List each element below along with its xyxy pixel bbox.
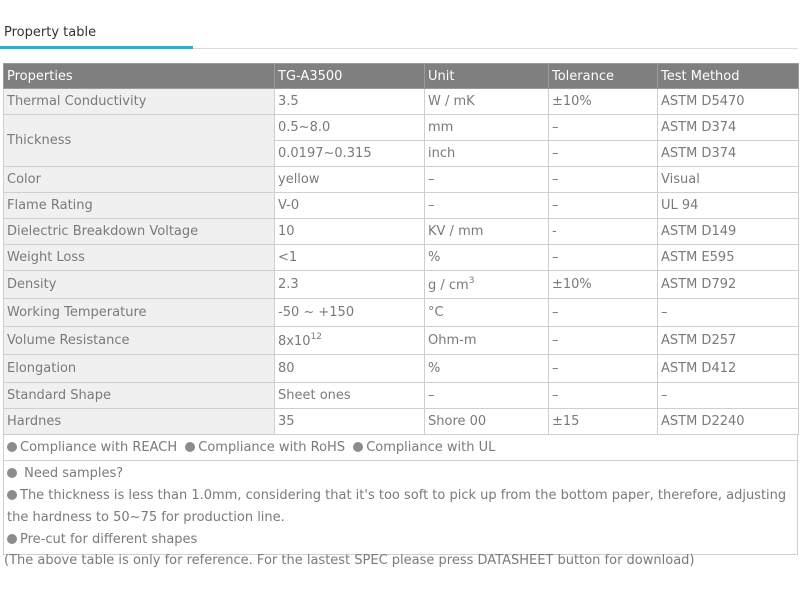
table-row [4, 89, 799, 115]
table-row [4, 355, 799, 383]
property-name: Dielectric Breakdown Voltage [4, 219, 275, 245]
compliance-rohs [185, 435, 345, 460]
unit-exponent: 3 [468, 276, 475, 286]
property-unit: – [425, 193, 549, 219]
property-tolerance: – [549, 299, 658, 327]
bullet-icon [7, 468, 17, 478]
property-name: Hardnes [4, 409, 275, 435]
property-value: 0.0197~0.315 [275, 141, 425, 167]
note-text: Pre-cut for different shapes [20, 532, 198, 547]
note-text: Need samples? [20, 466, 124, 481]
property-tolerance: ±15 [549, 409, 658, 435]
compliance-reach [7, 435, 177, 460]
bullet-icon [185, 442, 195, 452]
property-tolerance: – [549, 327, 658, 355]
property-value: 80 [275, 355, 425, 383]
property-value: 3.5 [275, 89, 425, 115]
property-tolerance: – [549, 193, 658, 219]
bullet-icon [7, 442, 17, 452]
property-method: Visual [658, 167, 799, 193]
property-name: Working Temperature [4, 299, 275, 327]
bullet-icon [7, 490, 17, 500]
property-tolerance: ±10% [549, 271, 658, 299]
property-unit: W / mK [425, 89, 549, 115]
property-tolerance: – [549, 167, 658, 193]
property-name: Density [4, 271, 275, 299]
table-row [4, 219, 799, 245]
property-unit [425, 271, 549, 299]
notes-box [3, 434, 798, 555]
property-table [3, 63, 799, 435]
property-method: UL 94 [658, 193, 799, 219]
compliance-label: Compliance with RoHS [198, 440, 346, 455]
property-value: -50 ~ +150 [275, 299, 425, 327]
note-samples [7, 463, 794, 485]
property-method: ASTM D374 [658, 115, 799, 141]
property-tolerance: – [549, 355, 658, 383]
property-value [275, 327, 425, 355]
property-value: 35 [275, 409, 425, 435]
table-row [4, 271, 799, 299]
property-name: Thermal Conductivity [4, 89, 275, 115]
property-method: – [658, 383, 799, 409]
table-row [4, 383, 799, 409]
property-name: Standard Shape [4, 383, 275, 409]
property-value: 0.5~8.0 [275, 115, 425, 141]
compliance-label: Compliance with REACH [20, 440, 178, 455]
reference-footnote: (The above table is only for reference. For the lastest SPEC please press DATASHEET button for download) [4, 553, 695, 568]
table-row [4, 245, 799, 271]
property-tolerance: – [549, 115, 658, 141]
header-tolerance: Tolerance [549, 64, 658, 89]
property-method: ASTM E595 [658, 245, 799, 271]
info-block [4, 461, 797, 554]
table-row [4, 167, 799, 193]
property-unit: % [425, 245, 549, 271]
value-exponent: 12 [310, 332, 322, 342]
value-base: 8x10 [278, 334, 311, 349]
property-method: ASTM D792 [658, 271, 799, 299]
property-value: Sheet ones [275, 383, 425, 409]
bullet-icon [353, 442, 363, 452]
property-tolerance: – [549, 141, 658, 167]
header-properties: Properties [4, 64, 275, 89]
table-row [4, 409, 799, 435]
property-name: Volume Resistance [4, 327, 275, 355]
property-method: ASTM D5470 [658, 89, 799, 115]
property-name: Elongation [4, 355, 275, 383]
compliance-row [4, 435, 797, 461]
property-method: – [658, 299, 799, 327]
property-method: ASTM D2240 [658, 409, 799, 435]
property-unit: KV / mm [425, 219, 549, 245]
table-row [4, 299, 799, 327]
property-tolerance: ±10% [549, 89, 658, 115]
property-method: ASTM D412 [658, 355, 799, 383]
property-unit: inch [425, 141, 549, 167]
property-unit: Ohm-m [425, 327, 549, 355]
compliance-label: Compliance with UL [366, 440, 496, 455]
property-unit: – [425, 167, 549, 193]
tab-bar [0, 0, 798, 49]
property-value: 10 [275, 219, 425, 245]
tab-active-underline [0, 46, 193, 49]
property-name: Weight Loss [4, 245, 275, 271]
property-unit: mm [425, 115, 549, 141]
note-precut [7, 529, 794, 551]
table-header-row [4, 64, 799, 89]
note-text: The thickness is less than 1.0mm, considering that it's too soft to pick up from the bottom paper, therefore, adjusting the hardness to 50~75 for production line. [7, 488, 787, 525]
property-unit: Shore 00 [425, 409, 549, 435]
property-value: 2.3 [275, 271, 425, 299]
property-name: Color [4, 167, 275, 193]
property-unit: – [425, 383, 549, 409]
bullet-icon [7, 534, 17, 544]
property-tolerance: – [549, 383, 658, 409]
compliance-ul [353, 435, 495, 460]
unit-base: g / cm [428, 278, 469, 293]
property-tolerance: – [549, 245, 658, 271]
header-product: TG-A3500 [275, 64, 425, 89]
property-name: Flame Rating [4, 193, 275, 219]
header-unit: Unit [425, 64, 549, 89]
property-value: V-0 [275, 193, 425, 219]
property-value: <1 [275, 245, 425, 271]
property-unit: °C [425, 299, 549, 327]
property-tolerance: - [549, 219, 658, 245]
property-value: yellow [275, 167, 425, 193]
property-method: ASTM D257 [658, 327, 799, 355]
table-row [4, 193, 799, 219]
note-thickness [7, 485, 794, 529]
table-row [4, 327, 799, 355]
property-name: Thickness [4, 115, 275, 167]
header-test-method: Test Method [658, 64, 799, 89]
tab-property-table[interactable] [0, 0, 193, 48]
table-row [4, 115, 799, 141]
tab-label: Property table [4, 25, 97, 40]
property-method: ASTM D149 [658, 219, 799, 245]
property-unit: % [425, 355, 549, 383]
property-method: ASTM D374 [658, 141, 799, 167]
